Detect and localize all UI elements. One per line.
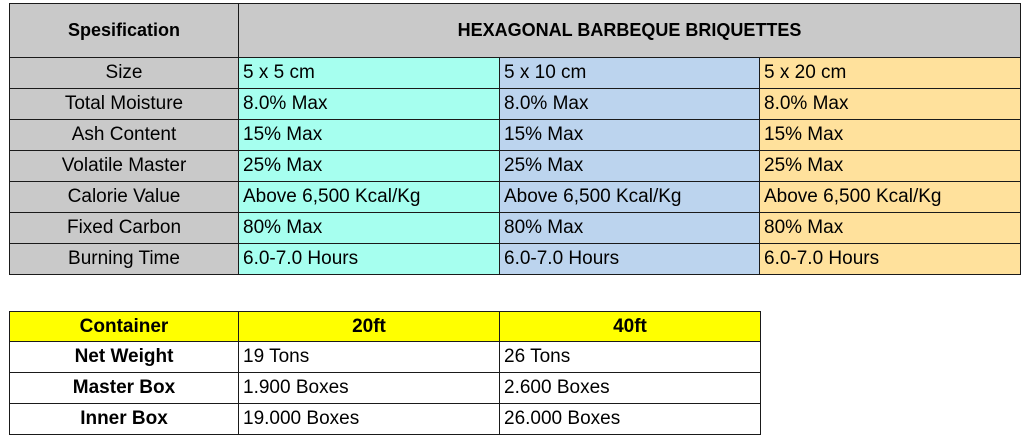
spec-cell: 6.0-7.0 Hours bbox=[239, 244, 500, 275]
container-row bbox=[10, 373, 761, 404]
spec-cell: 15% Max bbox=[760, 120, 1021, 151]
spec-row bbox=[10, 151, 1021, 182]
spec-cell: 25% Max bbox=[500, 151, 760, 182]
container-cell: 26.000 Boxes bbox=[500, 404, 761, 435]
spec-row bbox=[10, 120, 1021, 151]
spec-cell: Above 6,500 Kcal/Kg bbox=[500, 182, 760, 213]
spec-row-label: Burning Time bbox=[10, 244, 239, 275]
spec-cell: Above 6,500 Kcal/Kg bbox=[239, 182, 500, 213]
container-cell: 1.900 Boxes bbox=[239, 373, 500, 404]
spec-row-label: Total Moisture bbox=[10, 89, 239, 120]
spec-cell: 80% Max bbox=[500, 213, 760, 244]
container-row bbox=[10, 342, 761, 373]
spec-row bbox=[10, 213, 1021, 244]
container-header-cell: 20ft bbox=[239, 312, 500, 342]
spec-row-label: Fixed Carbon bbox=[10, 213, 239, 244]
spec-row-label: Calorie Value bbox=[10, 182, 239, 213]
specification-table bbox=[9, 3, 1021, 275]
spec-cell: 80% Max bbox=[239, 213, 500, 244]
spec-cell: 6.0-7.0 Hours bbox=[500, 244, 760, 275]
spec-row-label: Volatile Master bbox=[10, 151, 239, 182]
spec-table-title: HEXAGONAL BARBEQUE BRIQUETTES bbox=[239, 4, 1021, 58]
spec-cell: 15% Max bbox=[500, 120, 760, 151]
spec-cell: 5 x 10 cm bbox=[500, 58, 760, 89]
spec-header-row bbox=[10, 4, 1021, 58]
container-row bbox=[10, 404, 761, 435]
spec-cell: 8.0% Max bbox=[500, 89, 760, 120]
container-row-label: Net Weight bbox=[10, 342, 239, 373]
container-header-cell: Container bbox=[10, 312, 239, 342]
spec-cell: 6.0-7.0 Hours bbox=[760, 244, 1021, 275]
spec-cell: Above 6,500 Kcal/Kg bbox=[760, 182, 1021, 213]
spec-cell: 5 x 5 cm bbox=[239, 58, 500, 89]
spec-cell: 25% Max bbox=[760, 151, 1021, 182]
container-cell: 19.000 Boxes bbox=[239, 404, 500, 435]
spec-row bbox=[10, 244, 1021, 275]
spec-row-label: Size bbox=[10, 58, 239, 89]
spec-cell: 25% Max bbox=[239, 151, 500, 182]
spec-row bbox=[10, 182, 1021, 213]
container-header-cell: 40ft bbox=[500, 312, 761, 342]
spec-cell: 8.0% Max bbox=[239, 89, 500, 120]
spec-cell: 8.0% Max bbox=[760, 89, 1021, 120]
spec-cell: 5 x 20 cm bbox=[760, 58, 1021, 89]
spec-header-label: Spesification bbox=[10, 4, 239, 58]
container-row-label: Master Box bbox=[10, 373, 239, 404]
container-cell: 2.600 Boxes bbox=[500, 373, 761, 404]
spec-row-label: Ash Content bbox=[10, 120, 239, 151]
container-row-label: Inner Box bbox=[10, 404, 239, 435]
container-cell: 19 Tons bbox=[239, 342, 500, 373]
container-header-row bbox=[10, 312, 761, 342]
container-table bbox=[9, 311, 761, 435]
spec-row bbox=[10, 58, 1021, 89]
spec-cell: 80% Max bbox=[760, 213, 1021, 244]
container-cell: 26 Tons bbox=[500, 342, 761, 373]
spec-row bbox=[10, 89, 1021, 120]
spec-cell: 15% Max bbox=[239, 120, 500, 151]
